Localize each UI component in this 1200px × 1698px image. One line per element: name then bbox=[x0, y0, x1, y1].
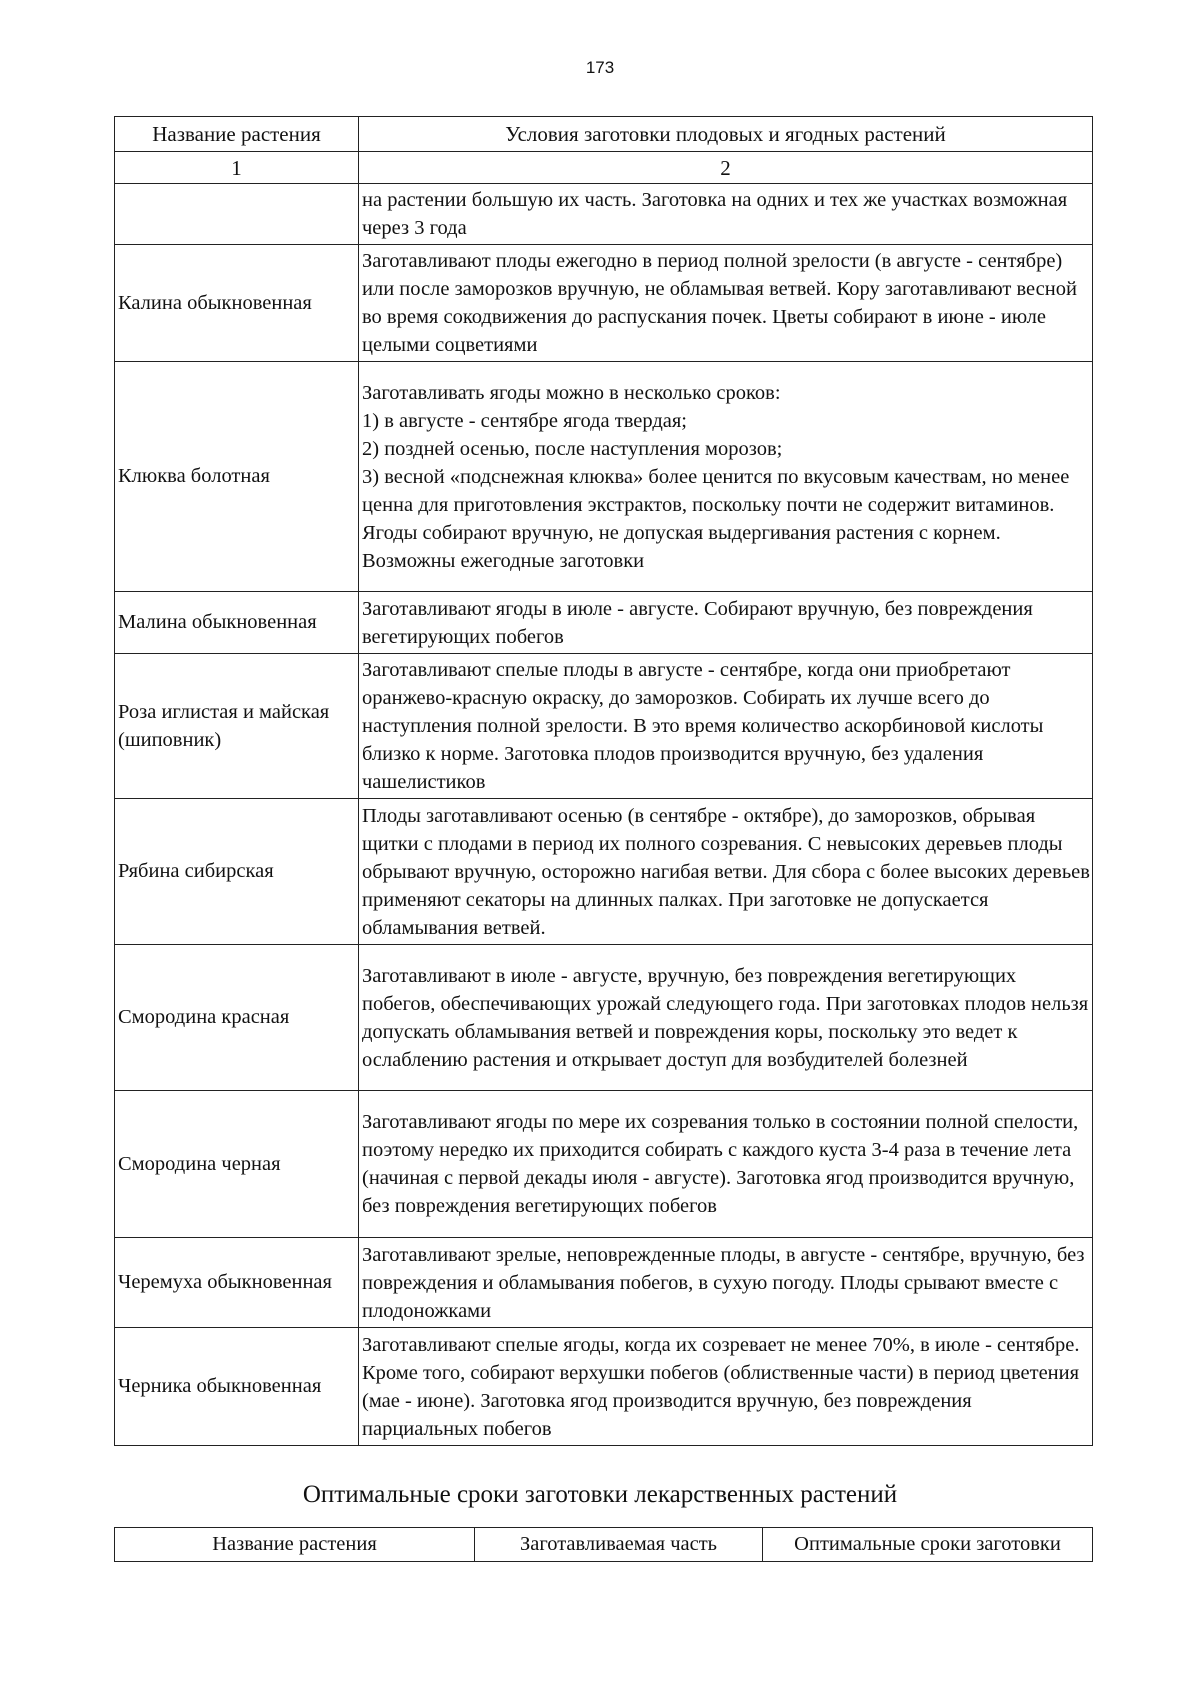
conditions-cell: Заготавливают ягоды в июле - августе. Собирают вручную, без повреждения вегетирующих побегов bbox=[359, 592, 1093, 654]
table-row bbox=[115, 245, 1093, 362]
table-header-row bbox=[115, 117, 1093, 152]
conditions-cell: Плоды заготавливают осенью (в сентябре - октябре), до заморозков, обрывая щитки с плодами в период их полного созревания. С невысоких деревьев плоды обрывают вручную, осторожно нагибая ветви. Для сбора с более высоких деревьев применяют секаторы на длинных палках. При заготовке не допускается обламывания ветвей. bbox=[359, 799, 1093, 945]
conditions-cell: на растении большую их часть. Заготовка на одних и тех же участках возможная через 3 года bbox=[359, 184, 1093, 245]
table-row bbox=[115, 654, 1093, 799]
column-number-row bbox=[115, 152, 1093, 184]
conditions-cell: Заготавливают зрелые, неповрежденные плоды, в августе - сентябре, вручную, без повреждения и обламывания побегов, в сухую погоду. Плоды срывают вместе с плодоножками bbox=[359, 1238, 1093, 1328]
plant-name-cell: Клюква болотная bbox=[115, 362, 359, 592]
conditions-cell: Заготавливают спелые плоды в августе - сентябре, когда они приобретают оранжево-красную окраску, до заморозков. Собирать их лучше всего до наступления полной зрелости. В это время количество аскорбиновой кислоты близко к норме. Заготовка плодов производится вручную, без удаления чашелистиков bbox=[359, 654, 1093, 799]
conditions-cell bbox=[359, 362, 1093, 592]
section-title: Оптимальные сроки заготовки лекарственных растений bbox=[302, 1481, 898, 1508]
table-row bbox=[115, 362, 1093, 592]
plant-name-cell: Смородина черная bbox=[115, 1091, 359, 1238]
column-header-harvested-part: Заготавливаемая часть bbox=[475, 1528, 763, 1562]
page-number: 173 bbox=[585, 58, 615, 77]
column-header-plant-name: Название растения bbox=[115, 1528, 475, 1562]
table-row bbox=[115, 1091, 1093, 1238]
table-row bbox=[115, 945, 1093, 1091]
column-number-1: 1 bbox=[115, 152, 359, 184]
column-header-optimal-periods: Оптимальные сроки заготовки bbox=[763, 1528, 1093, 1562]
conditions-cell: Заготавливают спелые ягоды, когда их созревает не менее 70%, в июле - сентябре. Кроме того, собирают верхушки побегов (облиственные части) в период цветения (мае - июне). Заготовка ягод производится вручную, без повреждения парциальных побегов bbox=[359, 1328, 1093, 1446]
plant-name-cell: Роза иглистая и майская (шиповник) bbox=[115, 654, 359, 799]
plant-name-cell: Черемуха обыкновенная bbox=[115, 1238, 359, 1328]
table-row bbox=[115, 592, 1093, 654]
table-row bbox=[115, 184, 1093, 245]
column-number-2: 2 bbox=[359, 152, 1093, 184]
conditions-cell: Заготавливают ягоды по мере их созревания только в состоянии полной спелости, поэтому нередко их приходится собирать с каждого куста 3-4 раза в течение лета (начиная с первой декады июля - августе). Заготовка ягод производится вручную, без повреждения вегетирующих побегов bbox=[359, 1091, 1093, 1238]
table-body bbox=[115, 184, 1093, 1446]
column-header-conditions: Условия заготовки плодовых и ягодных растений bbox=[359, 117, 1093, 152]
plant-name-cell: Калина обыкновенная bbox=[115, 245, 359, 362]
table-row bbox=[115, 1238, 1093, 1328]
plant-name-cell: Малина обыкновенная bbox=[115, 592, 359, 654]
plant-name-cell: Рябина сибирская bbox=[115, 799, 359, 945]
table-row bbox=[115, 799, 1093, 945]
table-header-row bbox=[115, 1528, 1093, 1562]
plant-name-cell: Черника обыкновенная bbox=[115, 1328, 359, 1446]
conditions-cell: Заготавливают в июле - августе, вручную, без повреждения вегетирующих побегов, обеспечивающих урожай следующего года. При заготовках плодов нельзя допускать обламывания ветвей и повреждения коры, поскольку это ведет к ослаблению растения и открывает доступ для возбудителей болезней bbox=[359, 945, 1093, 1091]
conditions-cell: Заготавливают плоды ежегодно в период полной зрелости (в августе - сентябре) или после заморозков вручную, не обламывая ветвей. Кору заготавливают весной во время сокодвижения до распускания почек. Цветы собирают в июне - июле целыми соцветиями bbox=[359, 245, 1093, 362]
column-header-plant-name: Название растения bbox=[115, 117, 359, 152]
table-row bbox=[115, 1328, 1093, 1446]
harvest-conditions-table bbox=[114, 116, 1093, 1446]
plant-name-cell bbox=[115, 184, 359, 245]
conditions-line: Заготавливать ягоды можно в несколько сроков: 1) в августе - сентябре ягода твердая; 2) поздней осенью, после наступления морозов; 3) весной «подснежная клюква» более ценится по вкусовым качествам, но менее ценна для приготовления экстрактов, поскольку почти не содержит витаминов. Ягоды собирают вручную, не допуская выдергивания растения с корнем. Возможны ежегодные заготовки bbox=[362, 381, 1070, 572]
optimal-harvest-periods-table bbox=[114, 1527, 1093, 1562]
plant-name-cell: Смородина красная bbox=[115, 945, 359, 1091]
